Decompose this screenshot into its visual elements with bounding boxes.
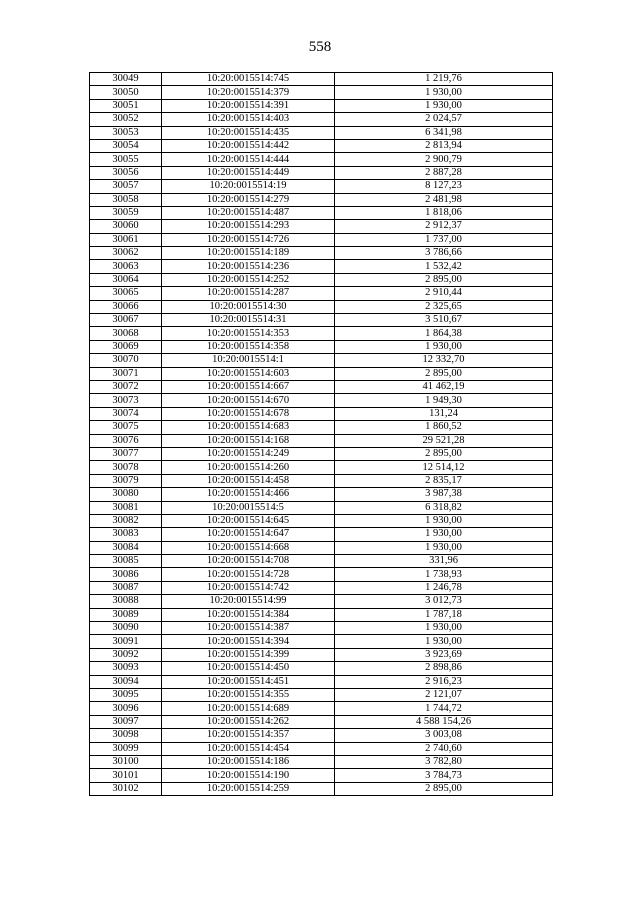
row-number-cell: 30065	[90, 287, 162, 300]
row-number-cell: 30068	[90, 327, 162, 340]
row-number-cell: 30061	[90, 233, 162, 246]
value-cell: 1 930,00	[335, 622, 553, 635]
table-row	[90, 260, 553, 273]
row-number-cell: 30057	[90, 180, 162, 193]
table-row	[90, 126, 553, 139]
table-row	[90, 581, 553, 594]
value-cell: 1 818,06	[335, 206, 553, 219]
cadastral-number-cell: 10:20:0015514:683	[162, 421, 335, 434]
value-cell: 2 898,86	[335, 662, 553, 675]
row-number-cell: 30084	[90, 541, 162, 554]
table-row	[90, 99, 553, 112]
value-cell: 1 737,00	[335, 233, 553, 246]
cadastral-number-cell: 10:20:0015514:293	[162, 220, 335, 233]
row-number-cell: 30101	[90, 769, 162, 782]
row-number-cell: 30054	[90, 139, 162, 152]
row-number-cell: 30095	[90, 688, 162, 701]
row-number-cell: 30058	[90, 193, 162, 206]
value-cell: 1 860,52	[335, 421, 553, 434]
value-cell: 41 462,19	[335, 380, 553, 393]
row-number-cell: 30066	[90, 300, 162, 313]
cadastral-number-cell: 10:20:0015514:603	[162, 367, 335, 380]
value-cell: 2 912,37	[335, 220, 553, 233]
cadastral-number-cell: 10:20:0015514:379	[162, 86, 335, 99]
value-cell: 1 744,72	[335, 702, 553, 715]
cadastral-number-cell: 10:20:0015514:31	[162, 314, 335, 327]
table-row	[90, 461, 553, 474]
cadastral-number-cell: 10:20:0015514:667	[162, 380, 335, 393]
cadastral-number-cell: 10:20:0015514:466	[162, 488, 335, 501]
table-row	[90, 113, 553, 126]
cadastral-number-cell: 10:20:0015514:670	[162, 394, 335, 407]
cadastral-number-cell: 10:20:0015514:728	[162, 568, 335, 581]
value-cell: 2 740,60	[335, 742, 553, 755]
row-number-cell: 30098	[90, 729, 162, 742]
row-number-cell: 30056	[90, 166, 162, 179]
row-number-cell: 30078	[90, 461, 162, 474]
value-cell: 12 332,70	[335, 354, 553, 367]
cadastral-number-cell: 10:20:0015514:645	[162, 514, 335, 527]
table-row	[90, 488, 553, 501]
cadastral-number-cell: 10:20:0015514:236	[162, 260, 335, 273]
value-cell: 2 895,00	[335, 782, 553, 795]
registry-table-body	[90, 73, 553, 796]
row-number-cell: 30070	[90, 354, 162, 367]
cadastral-number-cell: 10:20:0015514:458	[162, 474, 335, 487]
table-row	[90, 434, 553, 447]
row-number-cell: 30052	[90, 113, 162, 126]
value-cell: 6 318,82	[335, 501, 553, 514]
table-row	[90, 421, 553, 434]
cadastral-number-cell: 10:20:0015514:444	[162, 153, 335, 166]
cadastral-number-cell: 10:20:0015514:384	[162, 608, 335, 621]
value-cell: 1 930,00	[335, 99, 553, 112]
value-cell: 3 510,67	[335, 314, 553, 327]
table-row	[90, 769, 553, 782]
row-number-cell: 30055	[90, 153, 162, 166]
row-number-cell: 30097	[90, 715, 162, 728]
row-number-cell: 30051	[90, 99, 162, 112]
row-number-cell: 30049	[90, 73, 162, 86]
cadastral-number-cell: 10:20:0015514:190	[162, 769, 335, 782]
cadastral-number-cell: 10:20:0015514:353	[162, 327, 335, 340]
table-row	[90, 541, 553, 554]
cadastral-number-cell: 10:20:0015514:403	[162, 113, 335, 126]
table-row	[90, 555, 553, 568]
row-number-cell: 30074	[90, 407, 162, 420]
cadastral-number-cell: 10:20:0015514:450	[162, 662, 335, 675]
table-row	[90, 662, 553, 675]
row-number-cell: 30073	[90, 394, 162, 407]
cadastral-number-cell: 10:20:0015514:487	[162, 206, 335, 219]
row-number-cell: 30089	[90, 608, 162, 621]
cadastral-number-cell: 10:20:0015514:99	[162, 595, 335, 608]
table-row	[90, 233, 553, 246]
cadastral-number-cell: 10:20:0015514:689	[162, 702, 335, 715]
row-number-cell: 30087	[90, 581, 162, 594]
value-cell: 331,96	[335, 555, 553, 568]
cadastral-number-cell: 10:20:0015514:449	[162, 166, 335, 179]
cadastral-number-cell: 10:20:0015514:30	[162, 300, 335, 313]
table-row	[90, 139, 553, 152]
value-cell: 3 012,73	[335, 595, 553, 608]
row-number-cell: 30081	[90, 501, 162, 514]
row-number-cell: 30075	[90, 421, 162, 434]
value-cell: 3 923,69	[335, 648, 553, 661]
value-cell: 1 930,00	[335, 635, 553, 648]
table-row	[90, 86, 553, 99]
row-number-cell: 30092	[90, 648, 162, 661]
table-row	[90, 688, 553, 701]
value-cell: 1 532,42	[335, 260, 553, 273]
row-number-cell: 30079	[90, 474, 162, 487]
value-cell: 1 246,78	[335, 581, 553, 594]
table-row	[90, 247, 553, 260]
row-number-cell: 30071	[90, 367, 162, 380]
table-row	[90, 755, 553, 768]
row-number-cell: 30091	[90, 635, 162, 648]
value-cell: 12 514,12	[335, 461, 553, 474]
cadastral-number-cell: 10:20:0015514:259	[162, 782, 335, 795]
row-number-cell: 30085	[90, 555, 162, 568]
cadastral-number-cell: 10:20:0015514:252	[162, 273, 335, 286]
table-row	[90, 73, 553, 86]
table-row	[90, 447, 553, 460]
table-row	[90, 568, 553, 581]
cadastral-number-cell: 10:20:0015514:19	[162, 180, 335, 193]
table-row	[90, 380, 553, 393]
cadastral-number-cell: 10:20:0015514:1	[162, 354, 335, 367]
table-row	[90, 407, 553, 420]
row-number-cell: 30064	[90, 273, 162, 286]
cadastral-number-cell: 10:20:0015514:647	[162, 528, 335, 541]
value-cell: 2 325,65	[335, 300, 553, 313]
table-row	[90, 675, 553, 688]
value-cell: 2 895,00	[335, 273, 553, 286]
cadastral-number-cell: 10:20:0015514:708	[162, 555, 335, 568]
row-number-cell: 30083	[90, 528, 162, 541]
row-number-cell: 30077	[90, 447, 162, 460]
value-cell: 1 219,76	[335, 73, 553, 86]
table-row	[90, 220, 553, 233]
cadastral-number-cell: 10:20:0015514:399	[162, 648, 335, 661]
cadastral-number-cell: 10:20:0015514:260	[162, 461, 335, 474]
value-cell: 3 987,38	[335, 488, 553, 501]
cadastral-number-cell: 10:20:0015514:168	[162, 434, 335, 447]
value-cell: 2 024,57	[335, 113, 553, 126]
value-cell: 1 787,18	[335, 608, 553, 621]
table-row	[90, 394, 553, 407]
value-cell: 2 121,07	[335, 688, 553, 701]
table-row	[90, 287, 553, 300]
value-cell: 3 003,08	[335, 729, 553, 742]
row-number-cell: 30086	[90, 568, 162, 581]
row-number-cell: 30053	[90, 126, 162, 139]
page-number: 558	[308, 39, 332, 55]
cadastral-number-cell: 10:20:0015514:5	[162, 501, 335, 514]
value-cell: 1 930,00	[335, 541, 553, 554]
value-cell: 2 895,00	[335, 367, 553, 380]
value-cell: 1 930,00	[335, 514, 553, 527]
table-row	[90, 314, 553, 327]
value-cell: 131,24	[335, 407, 553, 420]
row-number-cell: 30093	[90, 662, 162, 675]
value-cell: 2 895,00	[335, 447, 553, 460]
row-number-cell: 30096	[90, 702, 162, 715]
row-number-cell: 30080	[90, 488, 162, 501]
table-row	[90, 180, 553, 193]
cadastral-number-cell: 10:20:0015514:355	[162, 688, 335, 701]
value-cell: 1 738,93	[335, 568, 553, 581]
cadastral-number-cell: 10:20:0015514:454	[162, 742, 335, 755]
row-number-cell: 30094	[90, 675, 162, 688]
cadastral-number-cell: 10:20:0015514:357	[162, 729, 335, 742]
cadastral-number-cell: 10:20:0015514:668	[162, 541, 335, 554]
cadastral-number-cell: 10:20:0015514:387	[162, 622, 335, 635]
row-number-cell: 30063	[90, 260, 162, 273]
value-cell: 2 813,94	[335, 139, 553, 152]
cadastral-number-cell: 10:20:0015514:435	[162, 126, 335, 139]
value-cell: 2 835,17	[335, 474, 553, 487]
row-number-cell: 30088	[90, 595, 162, 608]
value-cell: 3 782,80	[335, 755, 553, 768]
cadastral-number-cell: 10:20:0015514:726	[162, 233, 335, 246]
table-row	[90, 273, 553, 286]
table-row	[90, 193, 553, 206]
table-row	[90, 729, 553, 742]
table-row	[90, 595, 553, 608]
row-number-cell: 30102	[90, 782, 162, 795]
row-number-cell: 30082	[90, 514, 162, 527]
cadastral-number-cell: 10:20:0015514:394	[162, 635, 335, 648]
cadastral-number-cell: 10:20:0015514:745	[162, 73, 335, 86]
value-cell: 2 916,23	[335, 675, 553, 688]
cadastral-number-cell: 10:20:0015514:249	[162, 447, 335, 460]
cadastral-number-cell: 10:20:0015514:391	[162, 99, 335, 112]
row-number-cell: 30099	[90, 742, 162, 755]
table-row	[90, 501, 553, 514]
table-row	[90, 635, 553, 648]
row-number-cell: 30050	[90, 86, 162, 99]
value-cell: 1 930,00	[335, 340, 553, 353]
cadastral-number-cell: 10:20:0015514:186	[162, 755, 335, 768]
value-cell: 8 127,23	[335, 180, 553, 193]
value-cell: 2 887,28	[335, 166, 553, 179]
cadastral-number-cell: 10:20:0015514:678	[162, 407, 335, 420]
row-number-cell: 30076	[90, 434, 162, 447]
table-row	[90, 715, 553, 728]
table-row	[90, 528, 553, 541]
table-row	[90, 622, 553, 635]
value-cell: 3 784,73	[335, 769, 553, 782]
table-row	[90, 327, 553, 340]
cadastral-number-cell: 10:20:0015514:451	[162, 675, 335, 688]
table-row	[90, 742, 553, 755]
cadastral-number-cell: 10:20:0015514:358	[162, 340, 335, 353]
cadastral-number-cell: 10:20:0015514:189	[162, 247, 335, 260]
cadastral-number-cell: 10:20:0015514:279	[162, 193, 335, 206]
table-row	[90, 648, 553, 661]
cadastral-number-cell: 10:20:0015514:287	[162, 287, 335, 300]
table-row	[90, 354, 553, 367]
table-row	[90, 702, 553, 715]
row-number-cell: 30069	[90, 340, 162, 353]
value-cell: 29 521,28	[335, 434, 553, 447]
row-number-cell: 30090	[90, 622, 162, 635]
table-row	[90, 166, 553, 179]
value-cell: 4 588 154,26	[335, 715, 553, 728]
value-cell: 2 481,98	[335, 193, 553, 206]
value-cell: 1 864,38	[335, 327, 553, 340]
value-cell: 2 910,44	[335, 287, 553, 300]
cadastral-number-cell: 10:20:0015514:442	[162, 139, 335, 152]
cadastral-number-cell: 10:20:0015514:742	[162, 581, 335, 594]
value-cell: 1 930,00	[335, 86, 553, 99]
row-number-cell: 30100	[90, 755, 162, 768]
value-cell: 2 900,79	[335, 153, 553, 166]
table-row	[90, 206, 553, 219]
row-number-cell: 30059	[90, 206, 162, 219]
table-row	[90, 340, 553, 353]
value-cell: 1 930,00	[335, 528, 553, 541]
table-row	[90, 514, 553, 527]
value-cell: 3 786,66	[335, 247, 553, 260]
table-row	[90, 367, 553, 380]
row-number-cell: 30072	[90, 380, 162, 393]
table-row	[90, 153, 553, 166]
value-cell: 6 341,98	[335, 126, 553, 139]
table-row	[90, 474, 553, 487]
row-number-cell: 30067	[90, 314, 162, 327]
cadastral-number-cell: 10:20:0015514:262	[162, 715, 335, 728]
row-number-cell: 30060	[90, 220, 162, 233]
row-number-cell: 30062	[90, 247, 162, 260]
table-row	[90, 300, 553, 313]
registry-table	[89, 72, 553, 796]
table-row	[90, 608, 553, 621]
table-row	[90, 782, 553, 795]
value-cell: 1 949,30	[335, 394, 553, 407]
